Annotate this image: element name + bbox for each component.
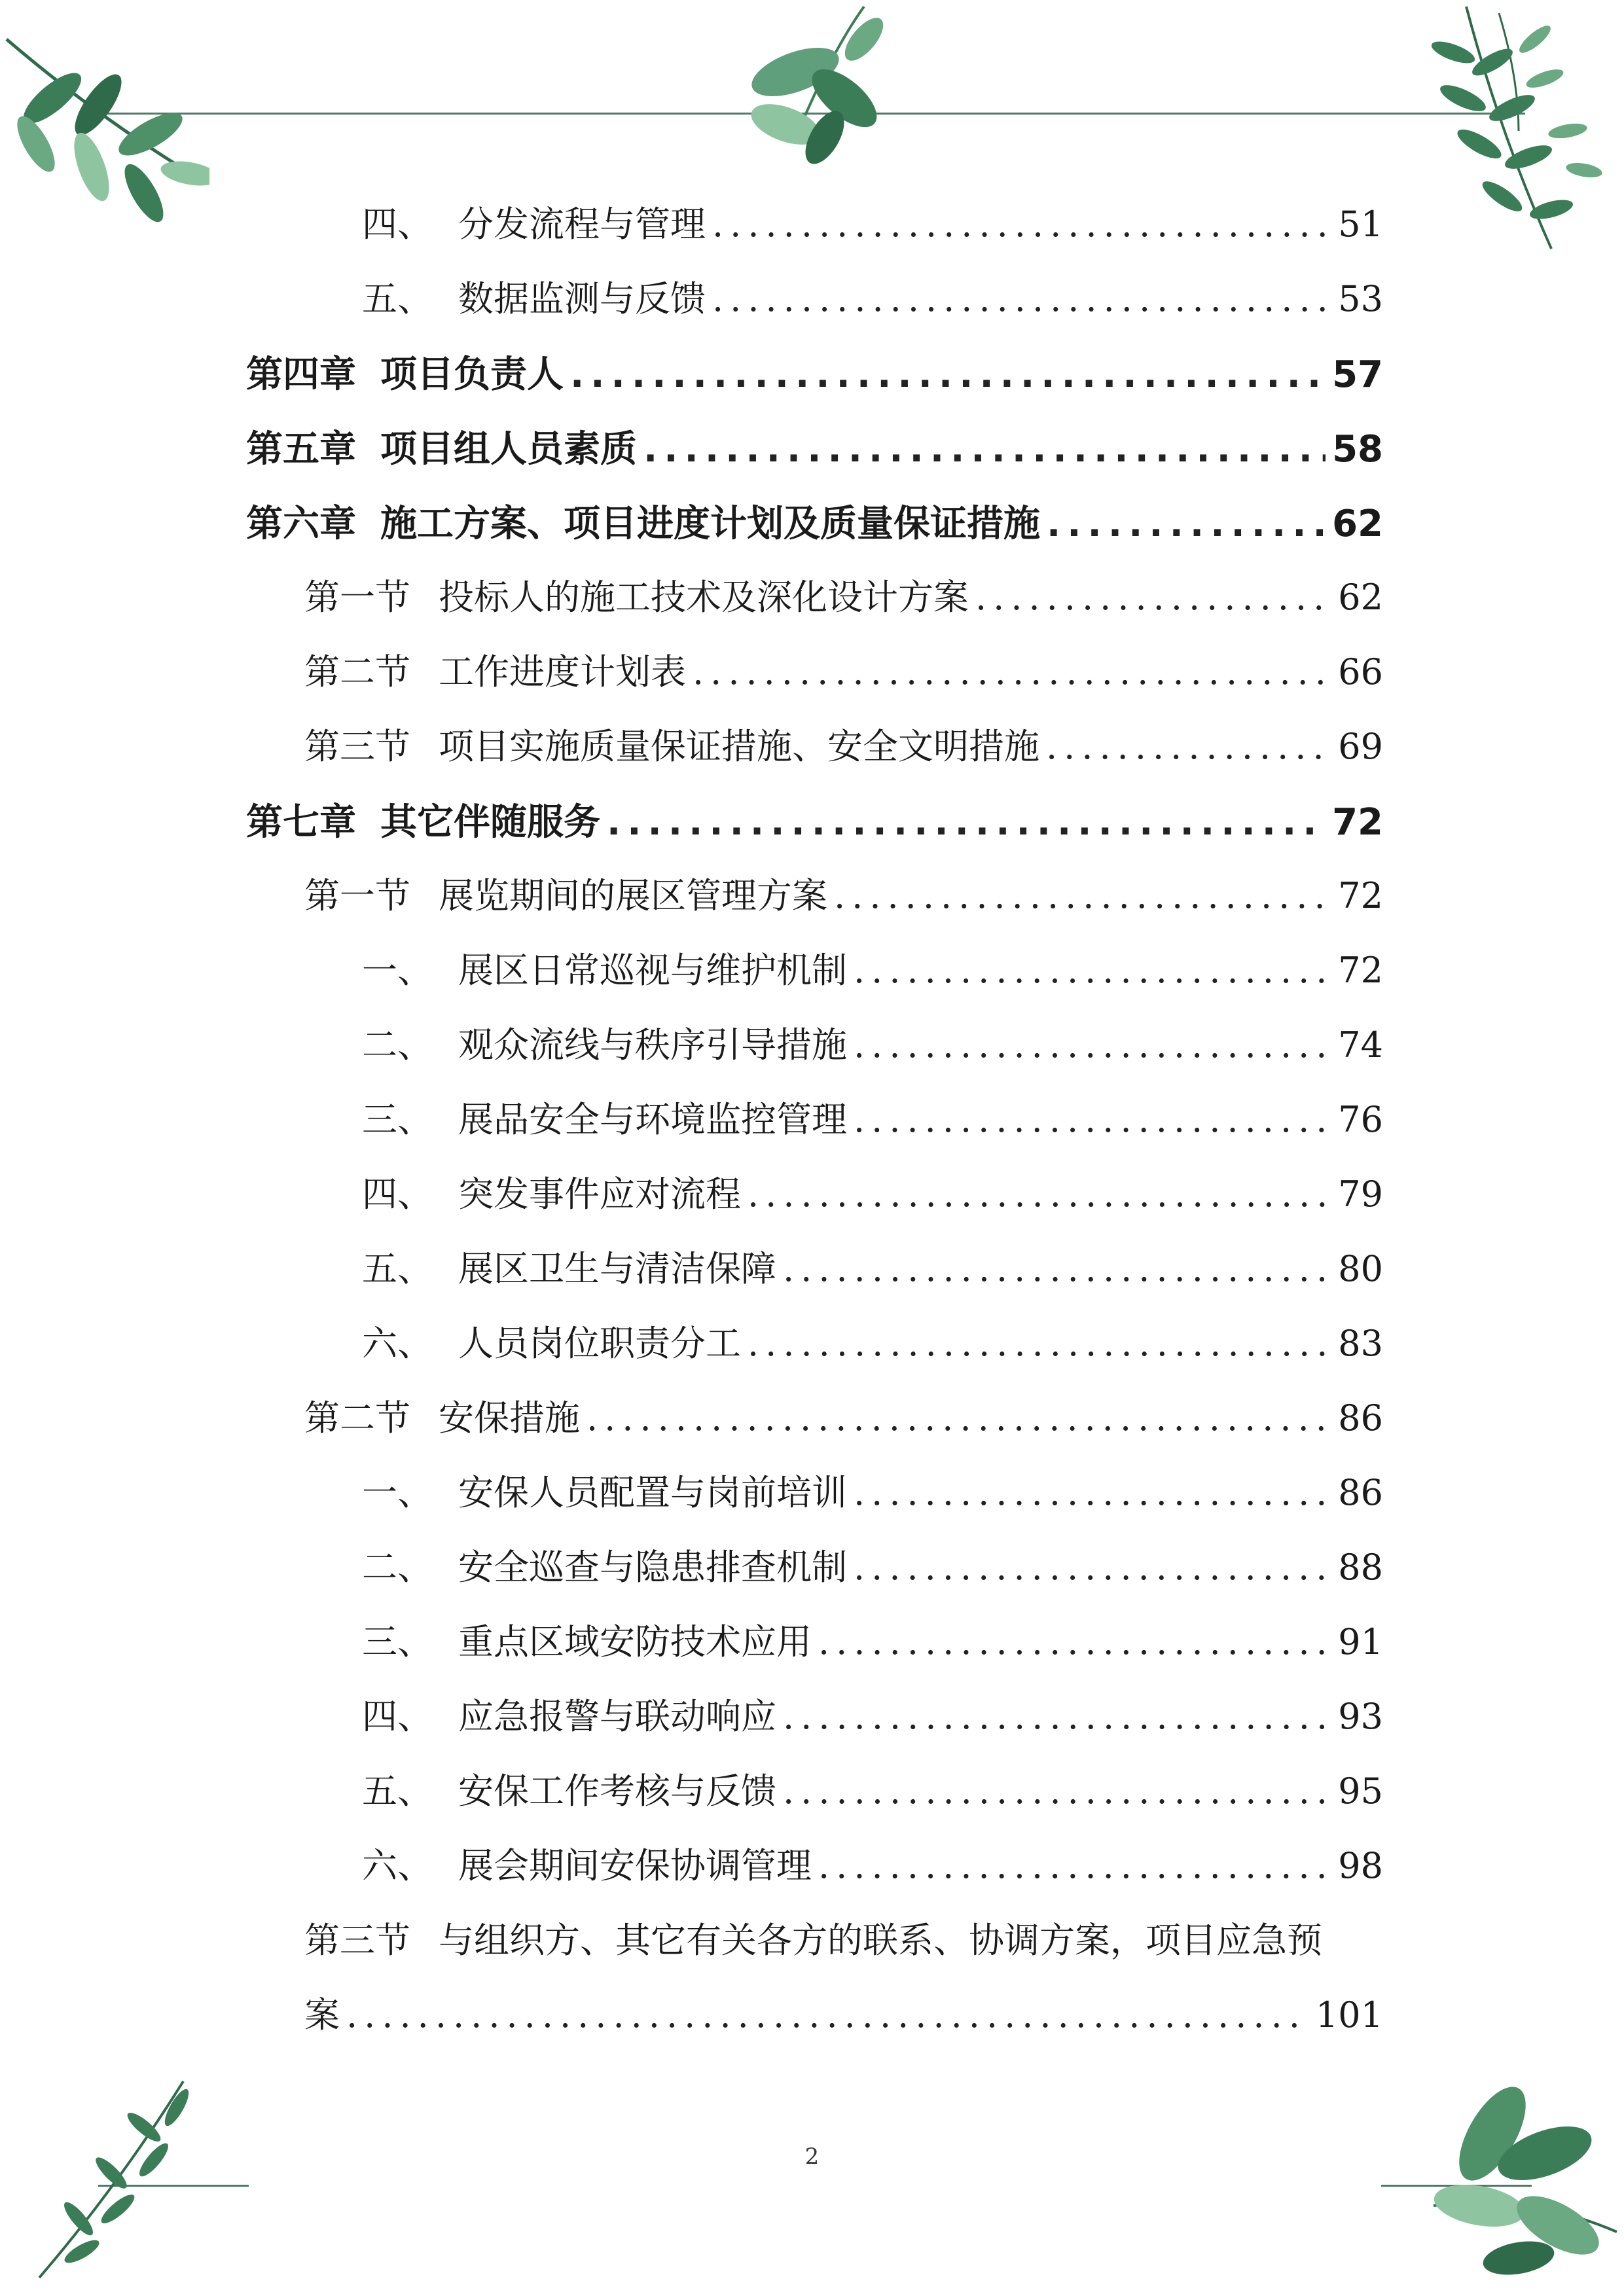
toc-entry[interactable]	[362, 1316, 1383, 1366]
toc-entry-number: 一、	[362, 1472, 433, 1513]
toc-entry-page: 83	[1338, 1323, 1383, 1364]
toc-entry[interactable]	[362, 1614, 1383, 1664]
toc-entry-title: 数据监测与反馈	[458, 278, 706, 319]
toc-entry-page: 86	[1338, 1472, 1383, 1513]
toc-entry-number: 第二节	[304, 1397, 410, 1439]
toc-entry[interactable]	[362, 1689, 1383, 1739]
toc-entry-page: 72	[1332, 801, 1383, 844]
toc-entry-number: 四、	[362, 1174, 433, 1215]
toc-leader-dots	[1047, 503, 1326, 545]
toc-entry[interactable]	[362, 1465, 1383, 1515]
toc-leader-dots	[712, 204, 1331, 245]
toc-leader-dots	[783, 1770, 1331, 1812]
toc-leader-dots	[854, 950, 1331, 991]
toc-entry-page: 95	[1338, 1770, 1383, 1812]
toc-entry[interactable]	[362, 271, 1383, 321]
toc-entry-page: 69	[1338, 726, 1383, 767]
toc-entry-page: 93	[1338, 1696, 1383, 1737]
toc-entry[interactable]	[362, 1092, 1383, 1142]
fern-sprig-top-right-icon	[1388, 0, 1624, 262]
toc-entry-number: 五、	[362, 1770, 433, 1812]
toc-entry-title-line2: 案	[304, 1994, 340, 2036]
toc-entry-page: 86	[1338, 1397, 1383, 1439]
toc-entry-title: 安保工作考核与反馈	[458, 1770, 776, 1812]
toc-leader-dots	[748, 1174, 1331, 1215]
toc-chapter-entry[interactable]	[246, 495, 1383, 547]
toc-leader-dots	[748, 1323, 1331, 1364]
toc-leader-dots	[854, 1547, 1331, 1588]
toc-entry-number: 第三节	[304, 726, 410, 767]
toc-entry-page: 66	[1338, 651, 1383, 692]
toc-entry-title: 项目组人员素质	[380, 428, 637, 471]
toc-entry-title: 工作进度计划表	[439, 651, 686, 692]
toc-entry-page: 53	[1338, 278, 1383, 319]
toc-entry-title: 安保措施	[439, 1397, 580, 1439]
toc-entry-title: 展区卫生与清洁保障	[458, 1248, 776, 1289]
toc-entry-number: 第一节	[304, 577, 410, 618]
toc-entry[interactable]	[362, 1166, 1383, 1217]
toc-entry-title: 观众流线与秩序引导措施	[458, 1024, 847, 1066]
toc-chapter-entry[interactable]	[246, 420, 1383, 473]
toc-entry-title: 应急报警与联动响应	[458, 1696, 776, 1737]
toc-leader-dots	[783, 1696, 1331, 1737]
toc-entry[interactable]	[362, 1539, 1383, 1590]
toc-chapter-entry[interactable]	[246, 346, 1383, 398]
toc-entry-number: 一、	[362, 950, 433, 991]
toc-entry-number: 五、	[362, 278, 433, 319]
toc-entry-number: 三、	[362, 1099, 433, 1140]
toc-entry-number: 第七章	[246, 801, 356, 844]
toc-entry-number: 二、	[362, 1024, 433, 1066]
toc-entry-title: 展览期间的展区管理方案	[439, 875, 827, 916]
toc-entry-number: 六、	[362, 1323, 433, 1364]
toc-entry-page: 57	[1332, 353, 1383, 396]
toc-entry-title-line1: 与组织方、其它有关各方的联系、协调方案，项目应急预	[439, 1920, 1322, 1961]
toc-leader-dots	[693, 651, 1331, 692]
toc-entry-number: 四、	[362, 204, 433, 245]
toc-entry-title: 人员岗位职责分工	[458, 1323, 741, 1364]
toc-entry-title: 安保人员配置与岗前培训	[458, 1472, 847, 1513]
toc-entry-title: 项目实施质量保证措施、安全文明措施	[439, 726, 1039, 767]
toc-entry-title: 分发流程与管理	[458, 204, 706, 245]
toc-entry-title: 突发事件应对流程	[458, 1174, 741, 1215]
toc-leader-dots	[854, 1024, 1331, 1066]
toc-entry-number: 第三节	[304, 1920, 410, 1961]
toc-entry-number: 第二节	[304, 651, 410, 692]
toc-entry-page: 58	[1332, 428, 1383, 471]
toc-leader-dots	[818, 1845, 1331, 1886]
leaf-sprig-top-left-icon	[0, 26, 209, 223]
toc-entry-page: 91	[1338, 1621, 1383, 1662]
toc-entry-page: 98	[1338, 1845, 1383, 1886]
toc-entry-number: 三、	[362, 1621, 433, 1662]
toc-entry-title: 重点区域安防技术应用	[458, 1621, 812, 1662]
toc-entry-title: 投标人的施工技术及深化设计方案	[439, 577, 969, 618]
toc-section-entry-wrapped[interactable]	[304, 1912, 1322, 1963]
toc-entry[interactable]	[362, 942, 1383, 993]
toc-entry-page: 72	[1338, 950, 1383, 991]
toc-entry[interactable]	[362, 1017, 1383, 1067]
toc-section-entry-continuation[interactable]	[304, 1987, 1383, 2037]
leaf-cluster-top-center-icon	[733, 0, 890, 170]
toc-entry[interactable]	[362, 196, 1383, 247]
toc-entry-page: 88	[1338, 1547, 1383, 1588]
page-number: 2	[804, 2144, 820, 2170]
toc-entry-title: 项目负责人	[380, 353, 564, 396]
toc-entry-title: 施工方案、项目进度计划及质量保证措施	[380, 503, 1040, 545]
toc-section-entry[interactable]	[304, 868, 1383, 918]
toc-section-entry[interactable]	[304, 719, 1383, 769]
toc-entry-page: 72	[1338, 875, 1383, 916]
toc-leader-dots	[834, 875, 1331, 916]
toc-entry-page: 62	[1338, 577, 1383, 618]
toc-leader-dots	[712, 278, 1331, 319]
toc-entry[interactable]	[362, 1838, 1383, 1888]
toc-entry[interactable]	[362, 1763, 1383, 1814]
toc-section-entry[interactable]	[304, 569, 1383, 620]
fern-sprig-bottom-left-icon	[13, 2068, 209, 2291]
toc-leader-dots	[818, 1621, 1331, 1662]
toc-entry-title: 其它伴随服务	[380, 801, 600, 844]
toc-section-entry[interactable]	[304, 1390, 1383, 1441]
toc-entry-title: 展区日常巡视与维护机制	[458, 950, 847, 991]
toc-entry-page: 80	[1338, 1248, 1383, 1289]
leaf-cluster-bottom-right-icon	[1407, 2075, 1624, 2296]
toc-leader-dots	[854, 1472, 1331, 1513]
toc-entry-page: 79	[1338, 1174, 1383, 1215]
toc-leader-dots	[975, 577, 1331, 618]
toc-entry-page: 101	[1315, 1994, 1383, 2036]
toc-leader-dots	[1046, 726, 1331, 767]
toc-section-entry[interactable]	[304, 644, 1383, 694]
toc-leader-dots	[346, 1994, 1309, 2036]
toc-entry-number: 五、	[362, 1248, 433, 1289]
toc-leader-dots	[783, 1248, 1331, 1289]
toc-entry-number: 第四章	[246, 353, 356, 396]
toc-entry-number: 第五章	[246, 428, 356, 471]
toc-entry-page: 74	[1338, 1024, 1383, 1066]
toc-chapter-entry[interactable]	[246, 793, 1383, 846]
toc-entry-title: 展品安全与环境监控管理	[458, 1099, 847, 1140]
toc-entry-page: 51	[1338, 204, 1383, 245]
toc-entry-page: 62	[1332, 503, 1383, 545]
toc-entry-number: 二、	[362, 1547, 433, 1588]
toc-entry[interactable]	[362, 1241, 1383, 1291]
toc-leader-dots	[570, 353, 1326, 396]
toc-leader-dots	[854, 1099, 1331, 1140]
toc-leader-dots	[643, 428, 1326, 471]
toc-entry-number: 六、	[362, 1845, 433, 1886]
toc-leader-dots	[607, 801, 1326, 844]
toc-entry-number: 第六章	[246, 503, 356, 545]
toc-entry-number: 第一节	[304, 875, 410, 916]
toc-leader-dots	[586, 1397, 1331, 1439]
toc-entry-number: 四、	[362, 1696, 433, 1737]
toc-entry-title: 展会期间安保协调管理	[458, 1845, 812, 1886]
toc-entry-page: 76	[1338, 1099, 1383, 1140]
toc-entry-title: 安全巡查与隐患排查机制	[458, 1547, 847, 1588]
